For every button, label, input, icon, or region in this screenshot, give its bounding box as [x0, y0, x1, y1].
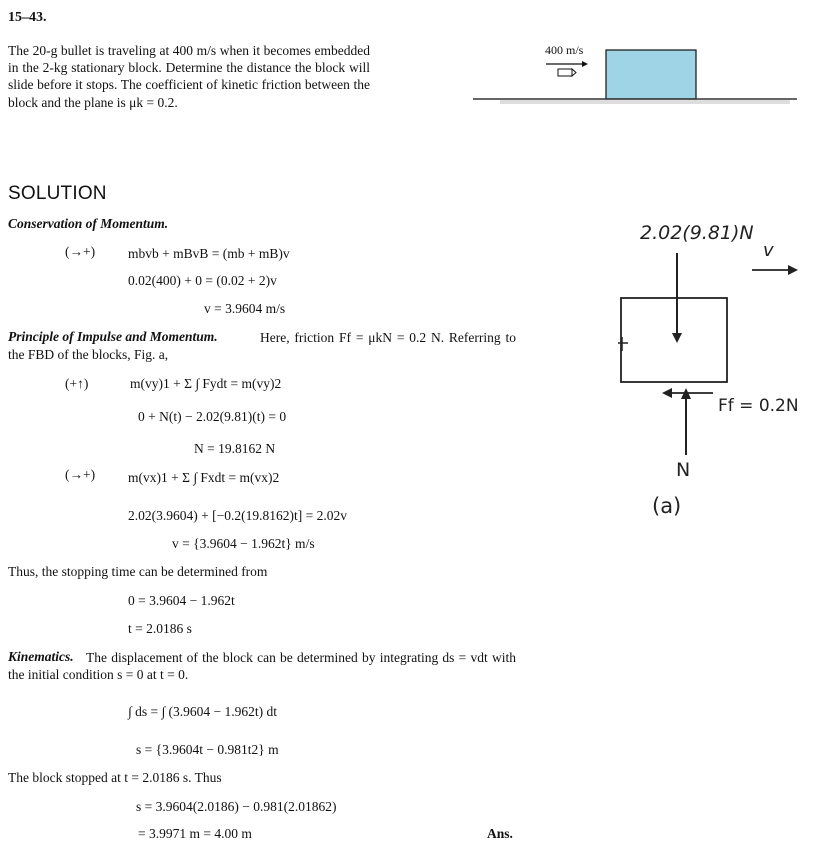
impulse-eq-x3: v = {3.9604 − 1.962t} m/s	[172, 536, 315, 551]
fbd-weight-label: 2.02(9.81)N	[640, 222, 754, 244]
momentum-eq2: 0.02(400) + 0 = (0.02 + 2)v	[128, 273, 277, 288]
fbd-weight-arrowhead	[672, 333, 682, 343]
impulse-eq-x2: 2.02(3.9604) + [−0.2(19.8162)t] = 2.02v	[128, 508, 347, 523]
bullet-velocity-arrowhead	[582, 61, 588, 67]
fbd-friction-label: Ff = 0.2N	[718, 396, 799, 416]
stopping-eq1: 0 = 3.9604 − 1.962t	[128, 593, 235, 608]
impulse-eq-y1: m(vy)1 + Σ ∫ Fydt = m(vy)2	[130, 376, 282, 391]
impulse-title: Principle of Impulse and Momentum.	[8, 329, 218, 344]
problem-number: 15–43.	[8, 10, 47, 25]
fbd-figure	[600, 215, 810, 525]
momentum-eq3: v = 3.9604 m/s	[204, 301, 286, 316]
solution-heading: SOLUTION	[8, 183, 107, 204]
problem-figure	[470, 45, 800, 115]
kinematics-eq4: = 3.9971 m = 4.00 m	[138, 826, 252, 841]
bullet-tip	[572, 69, 576, 76]
fbd-block	[621, 298, 727, 382]
impulse-dir-x: (→+)	[65, 467, 96, 482]
fbd-velocity-label: v	[763, 240, 774, 261]
ground-shade	[500, 100, 790, 104]
momentum-title: Conservation of Momentum.	[8, 216, 169, 231]
momentum-direction: (→+)	[65, 244, 96, 259]
fbd-velocity-arrowhead	[788, 265, 798, 275]
impulse-intro: Here, friction Ff = μkN = 0.2 N. Referring to the FBD of the blocks, Fig. a,	[8, 330, 516, 362]
fbd-fig-label: (a)	[652, 494, 682, 518]
kinematics-eq3: s = 3.9604(2.0186) − 0.981(2.01862)	[136, 799, 337, 814]
kinematics-eq2: s = {3.9604t − 0.981t2} m	[136, 742, 279, 757]
figure-velocity-label: 400 m/s	[545, 43, 584, 57]
fbd-normal-label: N	[676, 459, 691, 481]
stopping-eq2: t = 2.0186 s	[128, 621, 192, 636]
impulse-eq-y3: N = 19.8162 N	[194, 441, 276, 456]
kinematics-intro: The displacement of the block can be determined by integrating ds = vdt with the initial condition s = 0 at t = 0.	[8, 650, 516, 682]
answer-label: Ans.	[487, 826, 513, 841]
fbd-friction-arrowhead	[662, 388, 672, 398]
kinematics-title: Kinematics.	[8, 649, 74, 664]
impulse-eq-x1: m(vx)1 + Σ ∫ Fxdt = m(vx)2	[128, 470, 280, 485]
impulse-eq-y2: 0 + N(t) − 2.02(9.81)(t) = 0	[138, 409, 287, 424]
impulse-dir-y: (+↑)	[65, 376, 89, 391]
stopping-intro: Thus, the stopping time can be determined from	[8, 564, 268, 579]
momentum-eq1: mbvb + mBvB = (mb + mB)v	[128, 246, 290, 261]
block	[606, 50, 696, 99]
kinematics-stopped: The block stopped at t = 2.0186 s. Thus	[8, 770, 222, 785]
kinematics-eq1: ∫ ds = ∫ (3.9604 − 1.962t) dt	[128, 704, 277, 719]
bullet	[558, 69, 572, 76]
problem-statement: The 20-g bullet is traveling at 400 m/s when it becomes embedded in the 2-kg stationary block. Determine the distance the block will slide before it stops. The coefficient of kinetic friction between the block and the plane is μk = 0.2.	[8, 43, 370, 110]
